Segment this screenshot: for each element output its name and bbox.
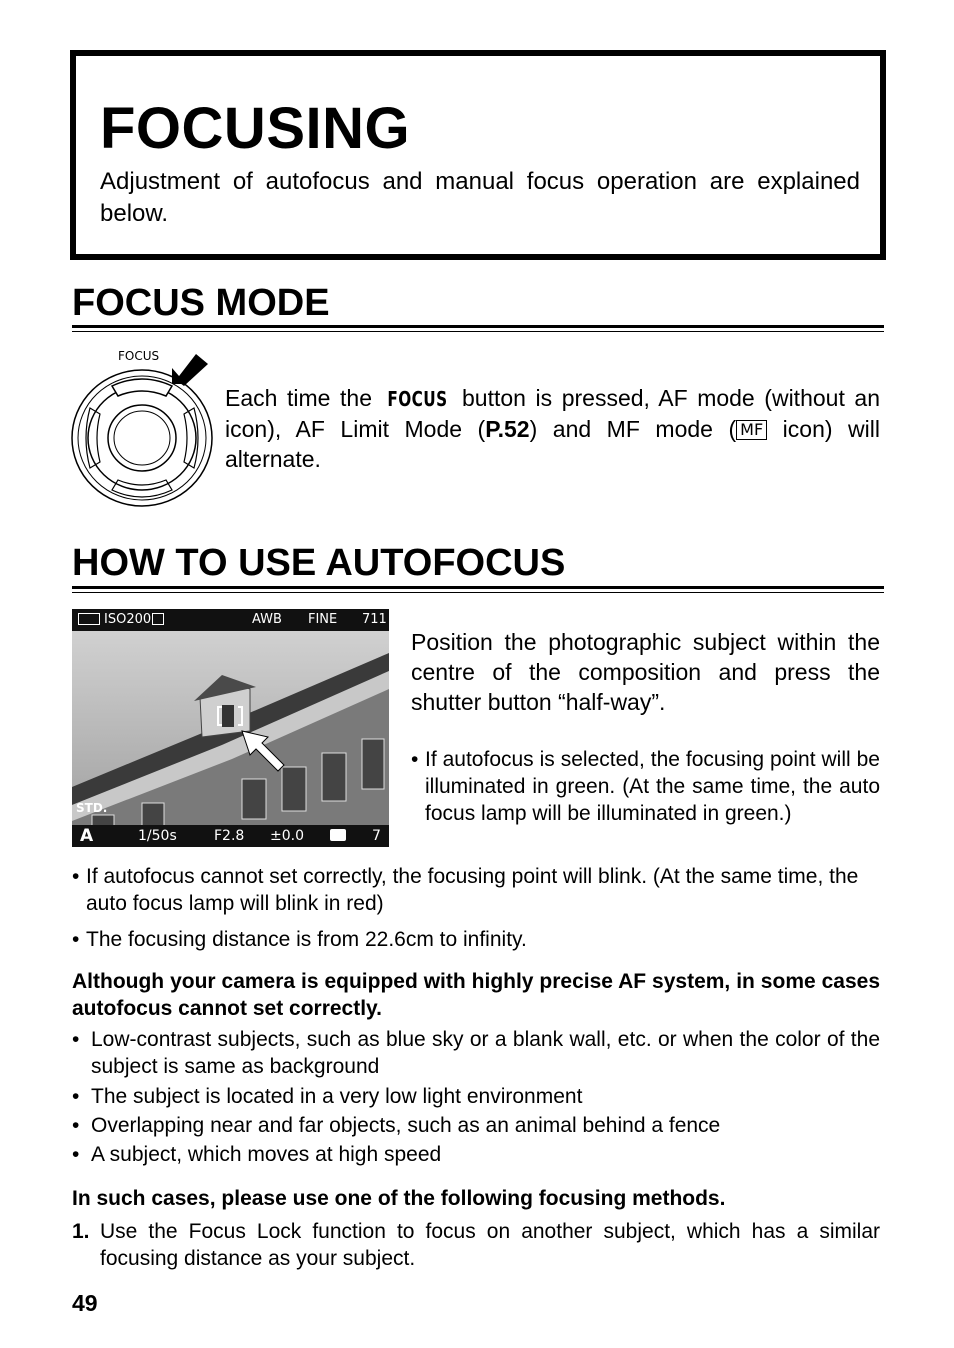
- metering-icon: [330, 829, 346, 841]
- list-item: [72, 1112, 880, 1139]
- camera-lcd-screenshot: [72, 609, 389, 847]
- lcd-scene-image: [72, 609, 389, 847]
- text-mid2: ) and MF mode (: [529, 416, 737, 442]
- title-box: [70, 50, 886, 260]
- list-item: [411, 746, 880, 827]
- af-warning: Although your camera is equipped with highly precise AF system, in some cases autofocus cannot set correctly.: [72, 970, 880, 1020]
- bullet-dot: •: [72, 1028, 80, 1051]
- bullet-text: If autofocus cannot set correctly, the focusing point will blink. (At the same time, the auto focus lamp will blink in red): [86, 865, 859, 915]
- bullet-text: Low-contrast subjects, such as blue sky or a blank wall, etc. or when the color of the subject is same as background: [91, 1028, 880, 1078]
- bullet-text: If autofocus is selected, the focusing point will be illuminated in green. (At the same time, the auto focus lamp will be illuminated in green.): [425, 748, 880, 825]
- lcd-std: STD.: [76, 801, 108, 815]
- bullet-dot: •: [72, 928, 80, 951]
- autofocus-intro: Position the photographic subject within the centre of the composition and press the shutter button “half-way”.: [411, 629, 880, 715]
- lcd-shutter: 1/50s: [138, 828, 177, 844]
- list-item: [72, 863, 880, 917]
- bullet-dot: •: [72, 1114, 80, 1137]
- bullet-text: A subject, which moves at high speed: [91, 1143, 442, 1166]
- lcd-quality: FINE: [308, 612, 338, 627]
- list-item: [72, 1083, 880, 1110]
- lcd-exposure: ±0.0: [270, 828, 304, 844]
- heading-rule-thin: [72, 592, 884, 593]
- lcd-aperture: F2.8: [214, 828, 245, 844]
- list-item: [72, 1141, 880, 1168]
- page-title: FOCUSING: [100, 96, 411, 161]
- mf-icon: MF: [736, 420, 767, 440]
- page-number: 49: [72, 1290, 98, 1316]
- lcd-count: 7: [372, 828, 381, 844]
- methods-heading: In such cases, please use one of the following focusing methods.: [72, 1187, 726, 1210]
- lcd-mode: A: [80, 826, 94, 846]
- dial-label: FOCUS: [118, 349, 160, 363]
- lcd-shot-count: 711: [362, 612, 387, 627]
- text-before: Each time the: [225, 385, 382, 411]
- intro-text: Adjustment of autofocus and manual focus operation are explained below.: [100, 168, 860, 227]
- bullet-text: The subject is located in a very low light environment: [91, 1085, 583, 1108]
- text-after: icon) will alternate.: [225, 416, 880, 472]
- item-text: Use the Focus Lock function to focus on another subject, which has a similar focusing distance as your subject.: [100, 1220, 880, 1270]
- bullet-dot: •: [411, 748, 419, 771]
- numbered-item: [72, 1218, 880, 1272]
- page-ref: P.52: [485, 416, 530, 442]
- focus-dial-icon: [68, 344, 218, 509]
- lcd-top-bar: [72, 609, 389, 631]
- heading-rule: [72, 325, 884, 328]
- focus-mode-text: [225, 383, 880, 474]
- bullet-text: The focusing distance is from 22.6cm to infinity.: [86, 928, 527, 951]
- bullet-dot: •: [72, 865, 80, 888]
- list-item: [72, 1026, 880, 1080]
- bullet-dot: •: [72, 1085, 80, 1108]
- list-item: [72, 926, 880, 953]
- heading-rule: [72, 586, 884, 589]
- focus-dial-illustration: [68, 344, 218, 509]
- bullet-text: Overlapping near and far objects, such as an animal behind a fence: [91, 1114, 721, 1137]
- lcd-iso: ISO200: [104, 612, 152, 627]
- item-number: 1.: [72, 1220, 90, 1243]
- focus-button-word: FOCUS: [386, 387, 448, 411]
- battery-icon: [78, 613, 100, 625]
- lcd-bottom-bar: [72, 825, 389, 847]
- heading-rule-thin: [72, 331, 884, 332]
- bullet-dot: •: [72, 1143, 80, 1166]
- text-mid: button is pressed, AF mode (without an icon), AF Limit Mode (: [225, 385, 880, 442]
- drive-mode-icon: [152, 613, 164, 625]
- autofocus-heading: HOW TO USE AUTOFOCUS: [72, 542, 566, 584]
- lcd-wb: AWB: [252, 612, 282, 627]
- focus-mode-heading: FOCUS MODE: [72, 282, 330, 324]
